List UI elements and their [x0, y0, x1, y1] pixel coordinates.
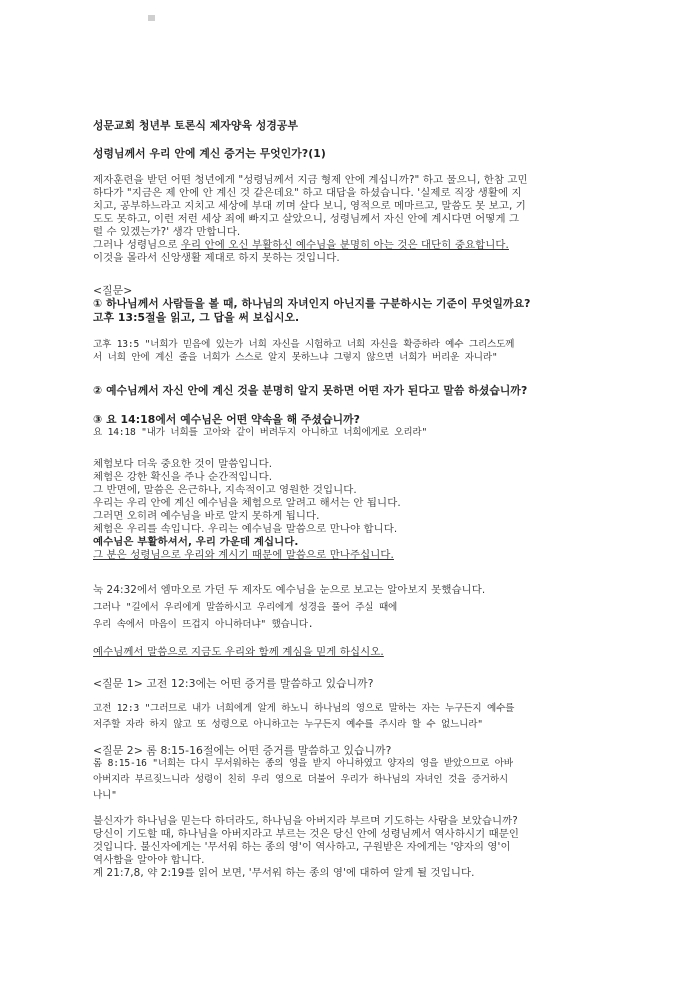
luke-paragraph — [93, 584, 613, 631]
body-paragraph-1 — [93, 458, 613, 562]
luke-line: 눅 24:32에서 엠마오로 가던 두 제자도 예수님을 눈으로 보고는 알아보지 못했습니다. — [93, 584, 486, 596]
body-line: 체험은 강한 확신을 주나 순간적입니다. — [93, 471, 273, 483]
question-1: ① 하나님께서 사람들을 볼 때, 하나님의 자녀인지 아닌지를 구분하시는 기준이 무엇일까요? — [93, 297, 531, 310]
answer-line: 저주할 자라 하지 않고 또 성령으로 아니하고는 누구든지 예수를 주시라 할 수 없느니라" — [93, 719, 483, 730]
intro-line: 이것을 몰라서 신앙생활 제대로 하지 못하는 것입니다. — [93, 252, 340, 264]
sub-question-2-answer — [93, 757, 613, 802]
intro-line: 치고, 공부하느라고 지치고 세상에 부대 끼며 살다 보니, 영적으로 메마르고, 말씀도 못 보고, 기 — [93, 200, 526, 212]
question-2: ② 예수님께서 자신 안에 계신 것을 분명히 알지 못하면 어떤 자가 된다고 말씀 하셨습니까? — [93, 384, 528, 397]
closing-line: 계 21:7,8, 약 2:19를 읽어 보면, '무서워 하는 종의 영'에 대하여 알게 될 것입니다. — [93, 867, 475, 879]
answer-line: 롬 8:15-16 "너희는 다시 무서워하는 종의 영을 받지 아니하였고 양자의 영을 받았으므로 아바 — [93, 758, 513, 769]
scan-mark — [148, 15, 155, 21]
answer-line: 고전 12:3 "그러므로 내가 너희에게 알게 하노니 하나님의 영으로 말하는 자는 누구든지 예수를 — [93, 703, 515, 714]
body-line: 체험은 우리를 속입니다. 우리는 예수님을 말씀으로 만나야 합니다. — [93, 523, 398, 535]
intro-paragraph — [93, 174, 613, 265]
question-1-answer — [93, 338, 613, 364]
question-3-answer: 요 14:18 "내가 너희를 고아와 같이 버려두지 아니하고 너희에게로 오리라" — [93, 427, 428, 438]
intro-line: 제자훈련을 받던 어떤 청년에게 "성령님께서 지금 형제 안에 계십니까?" 하고 물으니, 한참 고민 — [93, 174, 528, 186]
body-underlined-line: 그 분은 성령님으로 우리와 계시기 때문에 말씀으로 만나주십니다. — [93, 549, 394, 561]
intro-line: 럴 수 있겠는가?' 생각 만합니다. — [93, 226, 241, 238]
closing-line: 불신자가 하나님을 믿는다 하더라도, 하나님을 아버지라 부르며 기도하는 사람을 보았습니까? — [93, 815, 518, 827]
luke-line: 그러나 "길에서 우리에게 말씀하시고 우리에게 성경을 풀어 주실 때에 — [93, 602, 398, 613]
sub-question-1-answer — [93, 702, 613, 731]
believe-line: 예수님께서 말씀으로 지금도 우리와 함께 계심을 믿게 하십시오. — [93, 646, 384, 658]
intro-line: 도도 못하고, 이런 저런 세상 죄에 빠지고 살았으니, 성령님께서 자신 안에 계시다면 어떻게 그 — [93, 213, 520, 225]
closing-line: 당신이 기도할 때, 하나님을 아버지라고 부르는 것은 당신 안에 성령님께서 역사하시기 때문인 — [93, 828, 520, 840]
body-line: 체험보다 더욱 중요한 것이 말씀입니다. — [93, 458, 273, 470]
doc-title: 성령님께서 우리 안에 계신 증거는 무엇인가?(1) — [93, 147, 326, 160]
question-1-instruction: 고후 13:5절을 읽고, 그 답을 써 보십시오. — [93, 311, 300, 324]
luke-line: 우리 속에서 마음이 뜨겁지 아니하더냐" 했습니다. — [93, 619, 314, 630]
sub-question-1: <질문 1> 고전 12:3에는 어떤 증거를 말씀하고 있습니까? — [93, 677, 374, 690]
body-line: 그 반면에, 말씀은 은근하나, 지속적이고 영원한 것입니다. — [93, 484, 357, 496]
closing-paragraph — [93, 815, 613, 880]
closing-line: 것입니다. 불신자에게는 '무서워 하는 종의 영'이 역사하고, 구원받은 자에게는 '양자의 영'이 — [93, 841, 511, 853]
question-3: ③ 요 14:18에서 예수님은 어떤 약속을 해 주셨습니까? — [93, 413, 361, 426]
question-heading: <질문> — [93, 284, 133, 297]
answer-line: 서 너희 안에 계신 줄을 너희가 스스로 알지 못하느냐 그렇지 않으면 너희가 버리운 자니라" — [93, 352, 498, 363]
intro-emphasis: 우리 안에 오신 부활하신 예수님을 분명히 아는 것은 대단히 중요합니다. — [180, 239, 509, 251]
answer-line: 나니" — [93, 790, 117, 801]
closing-line: 역사함을 알아야 합니다. — [93, 854, 205, 866]
answer-line: 고후 13:5 "너희가 믿음에 있는가 너희 자신을 시험하고 너희 자신을 확증하라 예수 그리스도께 — [93, 339, 515, 350]
body-line: 그러면 오히려 예수님을 바로 알지 못하게 됩니다. — [93, 510, 320, 522]
doc-header: 성문교회 청년부 토론식 제자양육 성경공부 — [93, 119, 298, 132]
intro-line: 하다가 "지금은 제 안에 안 계신 것 같은데요" 하고 대답을 하셨습니다. '실제로 직장 생활에 지 — [93, 187, 522, 199]
intro-lead: 그러나 성령님으로 — [93, 239, 181, 251]
sub-question-2: <질문 2> 롬 8:15-16절에는 어떤 증거를 말씀하고 있습니까? — [93, 744, 392, 757]
intro-line-underlined — [93, 239, 613, 252]
body-bold-line: 예수님은 부활하셔서, 우리 가운데 계십니다. — [93, 536, 299, 548]
answer-line: 아버지라 부르짖느니라 성령이 친히 우리 영으로 더불어 우리가 하나님의 자녀인 것을 증거하시 — [93, 774, 508, 785]
body-line: 우리는 우리 안에 계신 예수님을 체험으로 알려고 해서는 안 됩니다. — [93, 497, 401, 509]
